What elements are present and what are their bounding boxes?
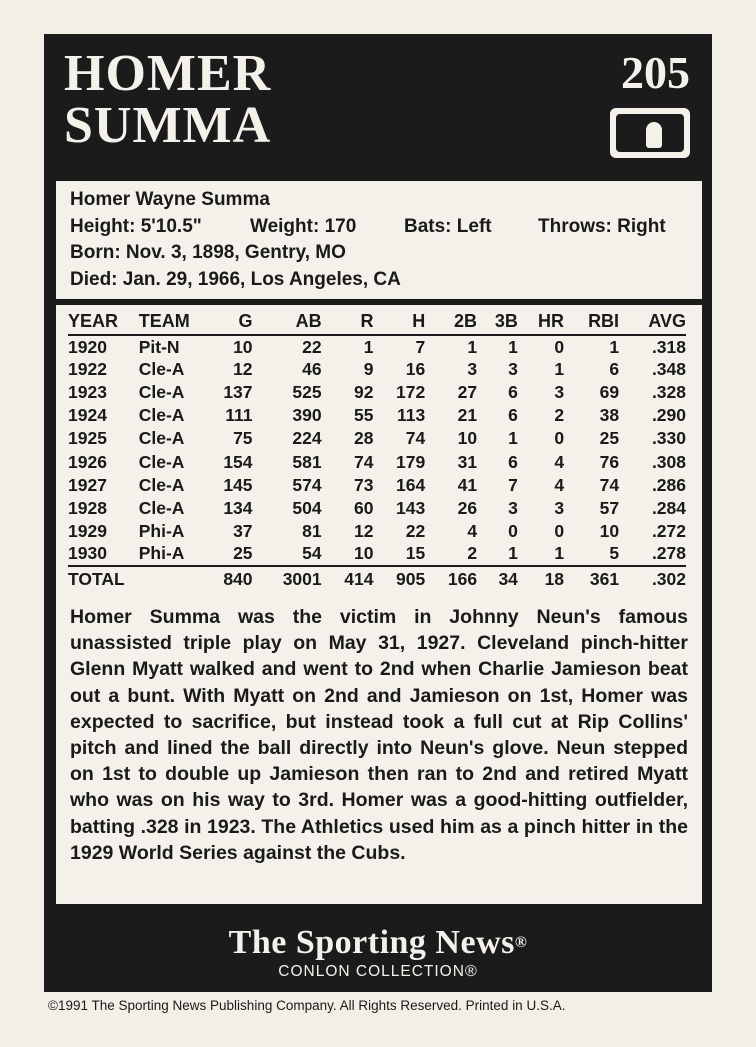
table-cell: 581 — [292, 451, 322, 472]
table-cell: Cle-A — [138, 474, 185, 495]
table-cell: 10 — [353, 543, 374, 564]
table-cell: 0 — [508, 520, 518, 541]
player-first-name: HOMER — [64, 45, 272, 102]
table-cell: 37 — [233, 520, 253, 541]
table-cell: 9 — [363, 359, 374, 380]
column-header: AVG — [619, 308, 686, 335]
column-header: RBI — [564, 308, 619, 335]
table-cell: .272 — [651, 520, 686, 541]
table-cell: 5 — [609, 543, 620, 564]
table-cell: Cle-A — [138, 497, 185, 518]
table-cell: 2 — [467, 543, 478, 564]
table-cell: 10 — [599, 520, 620, 541]
player-last-name: SUMMA — [64, 97, 272, 154]
table-cell: 74 — [353, 451, 374, 472]
copyright-line: ©1991 The Sporting News Publishing Company. All Rights Reserved. Printed in U.S.A. — [48, 998, 566, 1013]
column-header: YEAR — [68, 308, 125, 335]
brand-registered-mark: ® — [514, 934, 528, 951]
footer-brand — [44, 904, 712, 992]
table-cell: 10 — [457, 428, 478, 449]
table-cell: 1926 — [68, 451, 107, 472]
table-cell: 1 — [554, 359, 565, 380]
table-cell: 92 — [353, 382, 374, 403]
height: Height: 5'10.5" — [70, 215, 202, 237]
table-cell: 75 — [233, 428, 253, 449]
table-cell: .308 — [651, 451, 686, 472]
table-row — [68, 543, 686, 566]
table-cell: 74 — [405, 428, 426, 449]
table-cell: 12 — [233, 359, 253, 380]
column-header: G — [201, 308, 253, 335]
column-header: HR — [518, 308, 564, 335]
bio-born — [70, 240, 702, 267]
column-header: TEAM — [125, 308, 201, 335]
stats-box — [56, 305, 702, 598]
bio-box — [56, 181, 702, 299]
table-cell: 166 — [425, 566, 477, 593]
table-cell: Cle-A — [138, 382, 185, 403]
table-cell: 6 — [508, 451, 518, 472]
table-cell: 390 — [292, 405, 322, 426]
table-cell: 164 — [396, 474, 426, 495]
born: Born: Nov. 3, 1898, Gentry, MO — [70, 242, 346, 263]
table-cell: .286 — [651, 474, 686, 495]
table-cell: 38 — [599, 405, 620, 426]
table-cell: 1 — [554, 543, 565, 564]
table-cell: 25 — [233, 543, 253, 564]
table-cell: 525 — [292, 382, 322, 403]
table-cell: 1 — [508, 336, 518, 357]
table-cell: .290 — [651, 405, 686, 426]
brand-text: The Sporting News — [228, 924, 515, 961]
card-number: 205 — [621, 47, 690, 98]
table-cell: 143 — [396, 497, 426, 518]
table-cell: 21 — [457, 405, 478, 426]
table-cell: .318 — [651, 336, 686, 357]
table-cell: 1929 — [68, 520, 107, 541]
died: Died: Jan. 29, 1966, Los Angeles, CA — [70, 268, 401, 290]
table-cell: 1930 — [68, 543, 107, 564]
table-cell: 22 — [302, 336, 322, 357]
table-cell: 55 — [353, 405, 374, 426]
stats-table — [68, 308, 686, 593]
table-cell: 74 — [599, 474, 620, 495]
table-cell: 81 — [302, 520, 322, 541]
column-header: H — [373, 308, 425, 335]
table-cell: .284 — [651, 497, 686, 518]
table-cell: 0 — [554, 428, 565, 449]
mlb-logo-icon — [610, 108, 690, 158]
brand-name — [44, 924, 712, 962]
table-cell: 1 — [363, 336, 374, 357]
table-row — [68, 358, 686, 381]
table-cell: 179 — [396, 451, 426, 472]
table-cell: 73 — [353, 474, 374, 495]
table-cell: 361 — [564, 566, 619, 593]
table-cell: 1927 — [68, 474, 107, 495]
table-cell: 57 — [599, 497, 620, 518]
column-header: 2B — [425, 308, 477, 335]
table-cell: 1928 — [68, 497, 107, 518]
throws: Throws: Right — [538, 215, 666, 237]
table-cell: 54 — [302, 543, 322, 564]
table-row — [68, 404, 686, 427]
table-row — [68, 427, 686, 450]
table-cell: 3 — [508, 497, 518, 518]
table-cell: .328 — [651, 382, 686, 403]
table-cell: 6 — [508, 405, 518, 426]
table-cell — [125, 566, 201, 593]
table-cell: Cle-A — [138, 359, 185, 380]
table-cell: 3 — [554, 382, 565, 403]
table-cell: 41 — [457, 474, 478, 495]
table-cell: .330 — [651, 428, 686, 449]
table-cell: 905 — [373, 566, 425, 593]
table-cell: Cle-A — [138, 405, 185, 426]
table-cell: 16 — [405, 359, 426, 380]
table-cell: 27 — [457, 382, 478, 403]
table-cell: 7 — [508, 474, 518, 495]
table-row — [68, 520, 686, 543]
table-cell: Phi-A — [138, 520, 185, 541]
table-cell: 46 — [302, 359, 322, 380]
bio-died — [70, 267, 702, 294]
table-cell: .302 — [619, 566, 686, 593]
table-cell: 137 — [223, 382, 253, 403]
table-cell: 172 — [396, 382, 426, 403]
card-header — [44, 34, 712, 180]
table-cell: 145 — [223, 474, 253, 495]
table-cell: 6 — [609, 359, 620, 380]
table-cell: Cle-A — [138, 451, 185, 472]
table-cell: 26 — [457, 497, 478, 518]
table-cell: 7 — [415, 336, 426, 357]
bio-measurements — [70, 214, 702, 241]
table-cell: 18 — [518, 566, 564, 593]
table-cell: 1 — [467, 336, 478, 357]
table-cell: 574 — [292, 474, 322, 495]
table-cell: 4 — [467, 520, 478, 541]
collection-registered-mark: ® — [464, 963, 478, 980]
column-header: 3B — [477, 308, 518, 335]
table-cell: 154 — [223, 451, 253, 472]
table-cell: 1925 — [68, 428, 107, 449]
table-row — [68, 474, 686, 497]
table-cell: 224 — [292, 428, 322, 449]
table-cell: 111 — [225, 405, 253, 426]
table-cell: 25 — [599, 428, 620, 449]
table-cell: 1924 — [68, 405, 107, 426]
table-cell: 1 — [508, 428, 518, 449]
table-cell: 0 — [554, 336, 565, 357]
table-cell: 1 — [609, 336, 620, 357]
table-cell: 4 — [554, 474, 565, 495]
table-cell: 28 — [353, 428, 374, 449]
bio-full-name — [70, 187, 702, 214]
full-name: Homer Wayne Summa — [70, 189, 270, 210]
table-cell: 34 — [477, 566, 518, 593]
column-header: R — [322, 308, 374, 335]
table-cell: Cle-A — [138, 428, 185, 449]
table-cell: 6 — [508, 382, 518, 403]
stats-total-row — [68, 566, 686, 593]
table-cell: 1 — [508, 543, 518, 564]
collection-name — [44, 962, 712, 982]
career-narrative: Homer Summa was the victim in Johnny Neun's famous unassisted triple play on May 31, 1927. Cleveland pinch-hitter Glenn Myatt walked and went to 2nd when Charlie Jamieson beat out a bunt. With Myatt on 2nd and Jamieson on 1st, Homer was expected to sacrifice, but instead took a full cut at Rip Collins' pitch and lined the ball directly into Neun's glove. Neun stepped on 1st to double up Jamieson then ran to 2nd and retired Myatt who was on his way to 3rd. Homer was a good-hitting outfielder, batting .328 in 1923. The Athletics used him as a pinch hitter in the 1929 World Series against the Cubs. — [56, 598, 702, 904]
table-cell: Phi-A — [138, 543, 185, 564]
table-row — [68, 381, 686, 404]
table-cell: 3001 — [253, 566, 322, 593]
table-cell: 113 — [397, 405, 426, 426]
weight: Weight: 170 — [250, 215, 357, 237]
table-cell: 0 — [554, 520, 565, 541]
table-cell: 2 — [554, 405, 565, 426]
stats-header-row — [68, 308, 686, 335]
table-cell: 4 — [554, 451, 565, 472]
table-cell: 22 — [405, 520, 426, 541]
table-cell: .278 — [651, 543, 686, 564]
collection-text: CONLON COLLECTION — [278, 963, 465, 980]
table-cell: 3 — [554, 497, 565, 518]
table-row — [68, 497, 686, 520]
table-cell: 10 — [233, 336, 253, 357]
table-row — [68, 335, 686, 358]
bats: Bats: Left — [404, 215, 492, 237]
table-cell: .348 — [651, 359, 686, 380]
table-cell: 12 — [353, 520, 374, 541]
table-cell: 414 — [322, 566, 374, 593]
table-cell: 3 — [467, 359, 478, 380]
table-cell: 3 — [508, 359, 518, 380]
table-cell: 15 — [405, 543, 426, 564]
table-cell: 31 — [457, 451, 478, 472]
table-cell: 69 — [599, 382, 620, 403]
table-cell: 1923 — [68, 382, 107, 403]
table-cell: TOTAL — [68, 566, 125, 593]
table-cell: 1922 — [68, 359, 107, 380]
table-cell: 840 — [201, 566, 253, 593]
table-cell: 60 — [353, 497, 374, 518]
column-header: AB — [253, 308, 322, 335]
table-cell: 1920 — [68, 336, 107, 357]
player-name — [64, 45, 272, 154]
table-row — [68, 450, 686, 473]
table-cell: Pit-N — [138, 336, 180, 357]
table-cell: 76 — [599, 451, 620, 472]
table-cell: 134 — [223, 497, 253, 518]
table-cell: 504 — [292, 497, 322, 518]
